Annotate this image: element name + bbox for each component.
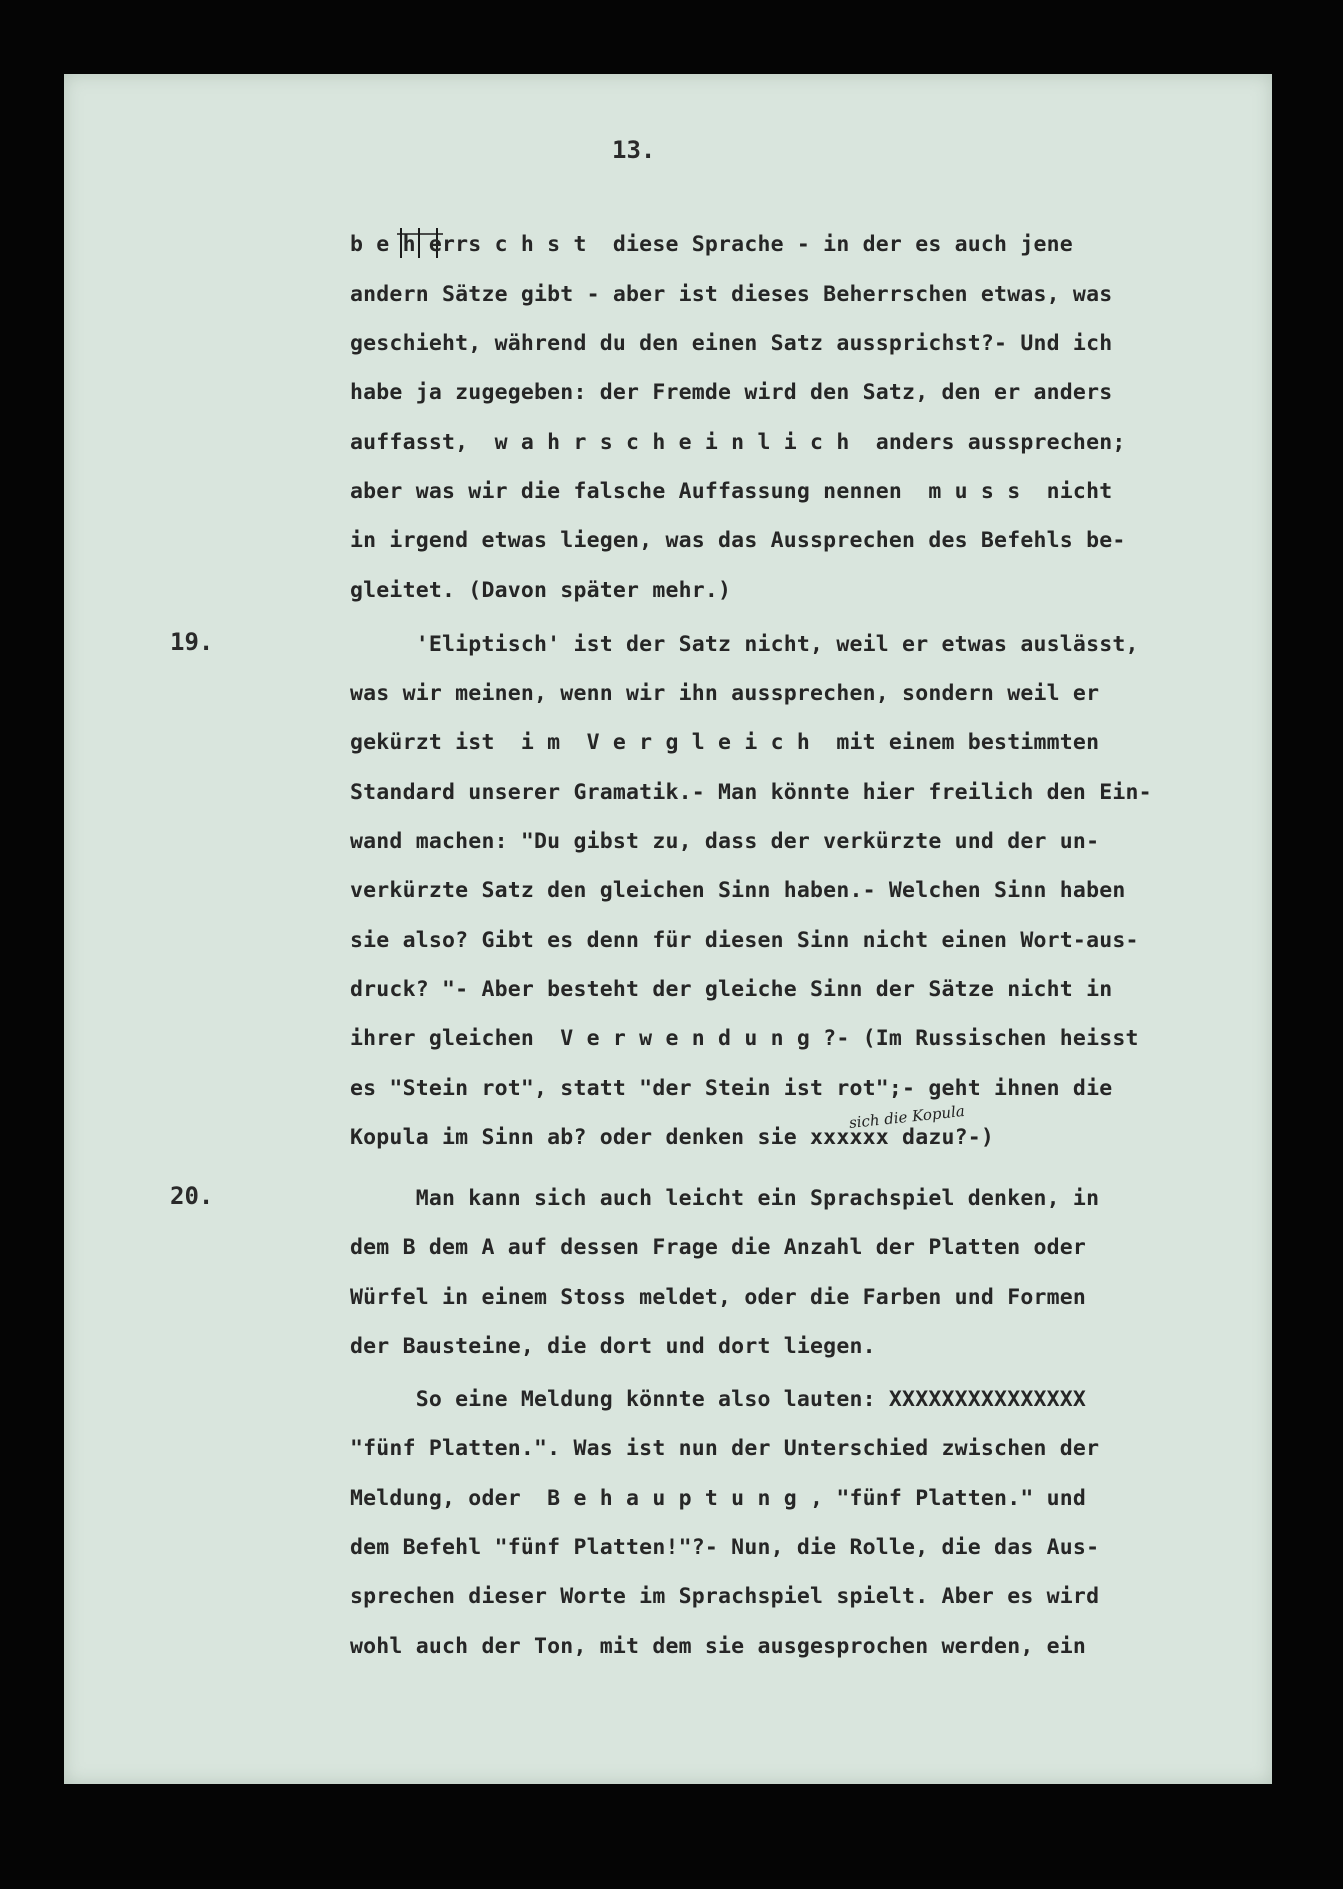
text-line-2: andern Sätze gibt - aber ist dieses Beherrschen etwas, was [350, 282, 1113, 307]
text-line-1: b e h errs c h s t diese Sprache - in der es auch jene [350, 232, 1073, 257]
text-line-26: Meldung, oder B e h a u p t u n g , "fünf Platten." und [350, 1486, 1087, 1511]
section-number-20: 20. [170, 1182, 214, 1210]
text-line-4: habe ja zugegeben: der Fremde wird den Satz, den er anders [350, 380, 1113, 405]
text-line-29: wohl auch der Ton, mit dem sie ausgesprochen werden, ein [350, 1634, 1087, 1659]
text-line-28: sprechen dieser Worte im Sprachspiel spielt. Aber es wird [350, 1584, 1100, 1609]
text-line-11: gekürzt ist i m V e r g l e i c h mit einem bestimmten [350, 730, 1100, 755]
text-line-7: in irgend etwas liegen, was das Aussprechen des Befehls be- [350, 528, 1126, 553]
text-line-14: verkürzte Satz den gleichen Sinn haben.- Welchen Sinn haben [350, 878, 1126, 903]
text-line-3: geschieht, während du den einen Satz aussprichst?- Und ich [350, 331, 1113, 356]
text-line-8: gleitet. (Davon später mehr.) [350, 578, 732, 603]
text-line-21: dem B dem A auf dessen Frage die Anzahl der Platten oder [350, 1235, 1087, 1260]
text-line-22: Würfel in einem Stoss meldet, oder die Farben und Formen [350, 1285, 1087, 1310]
text-line-13: wand machen: "Du gibst zu, dass der verkürzte und der un- [350, 829, 1100, 854]
text-line-16: druck? "- Aber besteht der gleiche Sinn der Sätze nicht in [350, 977, 1113, 1002]
text-line-23: der Bausteine, die dort und dort liegen. [350, 1334, 876, 1359]
text-line-6: aber was wir die falsche Auffassung nennen m u s s nicht [350, 479, 1113, 504]
text-line-17: ihrer gleichen V e r w e n d u n g ?- (Im Russischen heisst [350, 1026, 1139, 1051]
handwritten-annotation: sich die Kopula [848, 1101, 966, 1132]
text-line-15: sie also? Gibt es denn für diesen Sinn nicht einen Wort-aus- [350, 928, 1139, 953]
text-line-19: Kopula im Sinn ab? oder denken sie xxxxxx dazu?-) [350, 1125, 995, 1150]
text-line-5: auffasst, w a h r s c h e i n l i c h anders aussprechen; [350, 430, 1126, 455]
text-line-9: 'Eliptisch' ist der Satz nicht, weil er etwas auslässt, [350, 632, 1139, 657]
text-line-12: Standard unserer Gramatik.- Man könnte hier freilich den Ein- [350, 780, 1152, 805]
text-line-27: dem Befehl "fünf Platten!"?- Nun, die Rolle, die das Aus- [350, 1535, 1100, 1560]
text-line-24: So eine Meldung könnte also lauten: XXXXXXXXXXXXXXX [350, 1387, 1087, 1412]
text-line-25: "fünf Platten.". Was ist nun der Unterschied zwischen der [350, 1436, 1100, 1461]
text-line-10: was wir meinen, wenn wir ihn aussprechen, sondern weil er [350, 681, 1100, 706]
section-number-19: 19. [170, 628, 214, 656]
text-line-20: Man kann sich auch leicht ein Sprachspiel denken, in [350, 1186, 1100, 1211]
text-line-18: es "Stein rot", statt "der Stein ist rot";- geht ihnen die [350, 1076, 1113, 1101]
page-number: 13. [612, 136, 656, 164]
